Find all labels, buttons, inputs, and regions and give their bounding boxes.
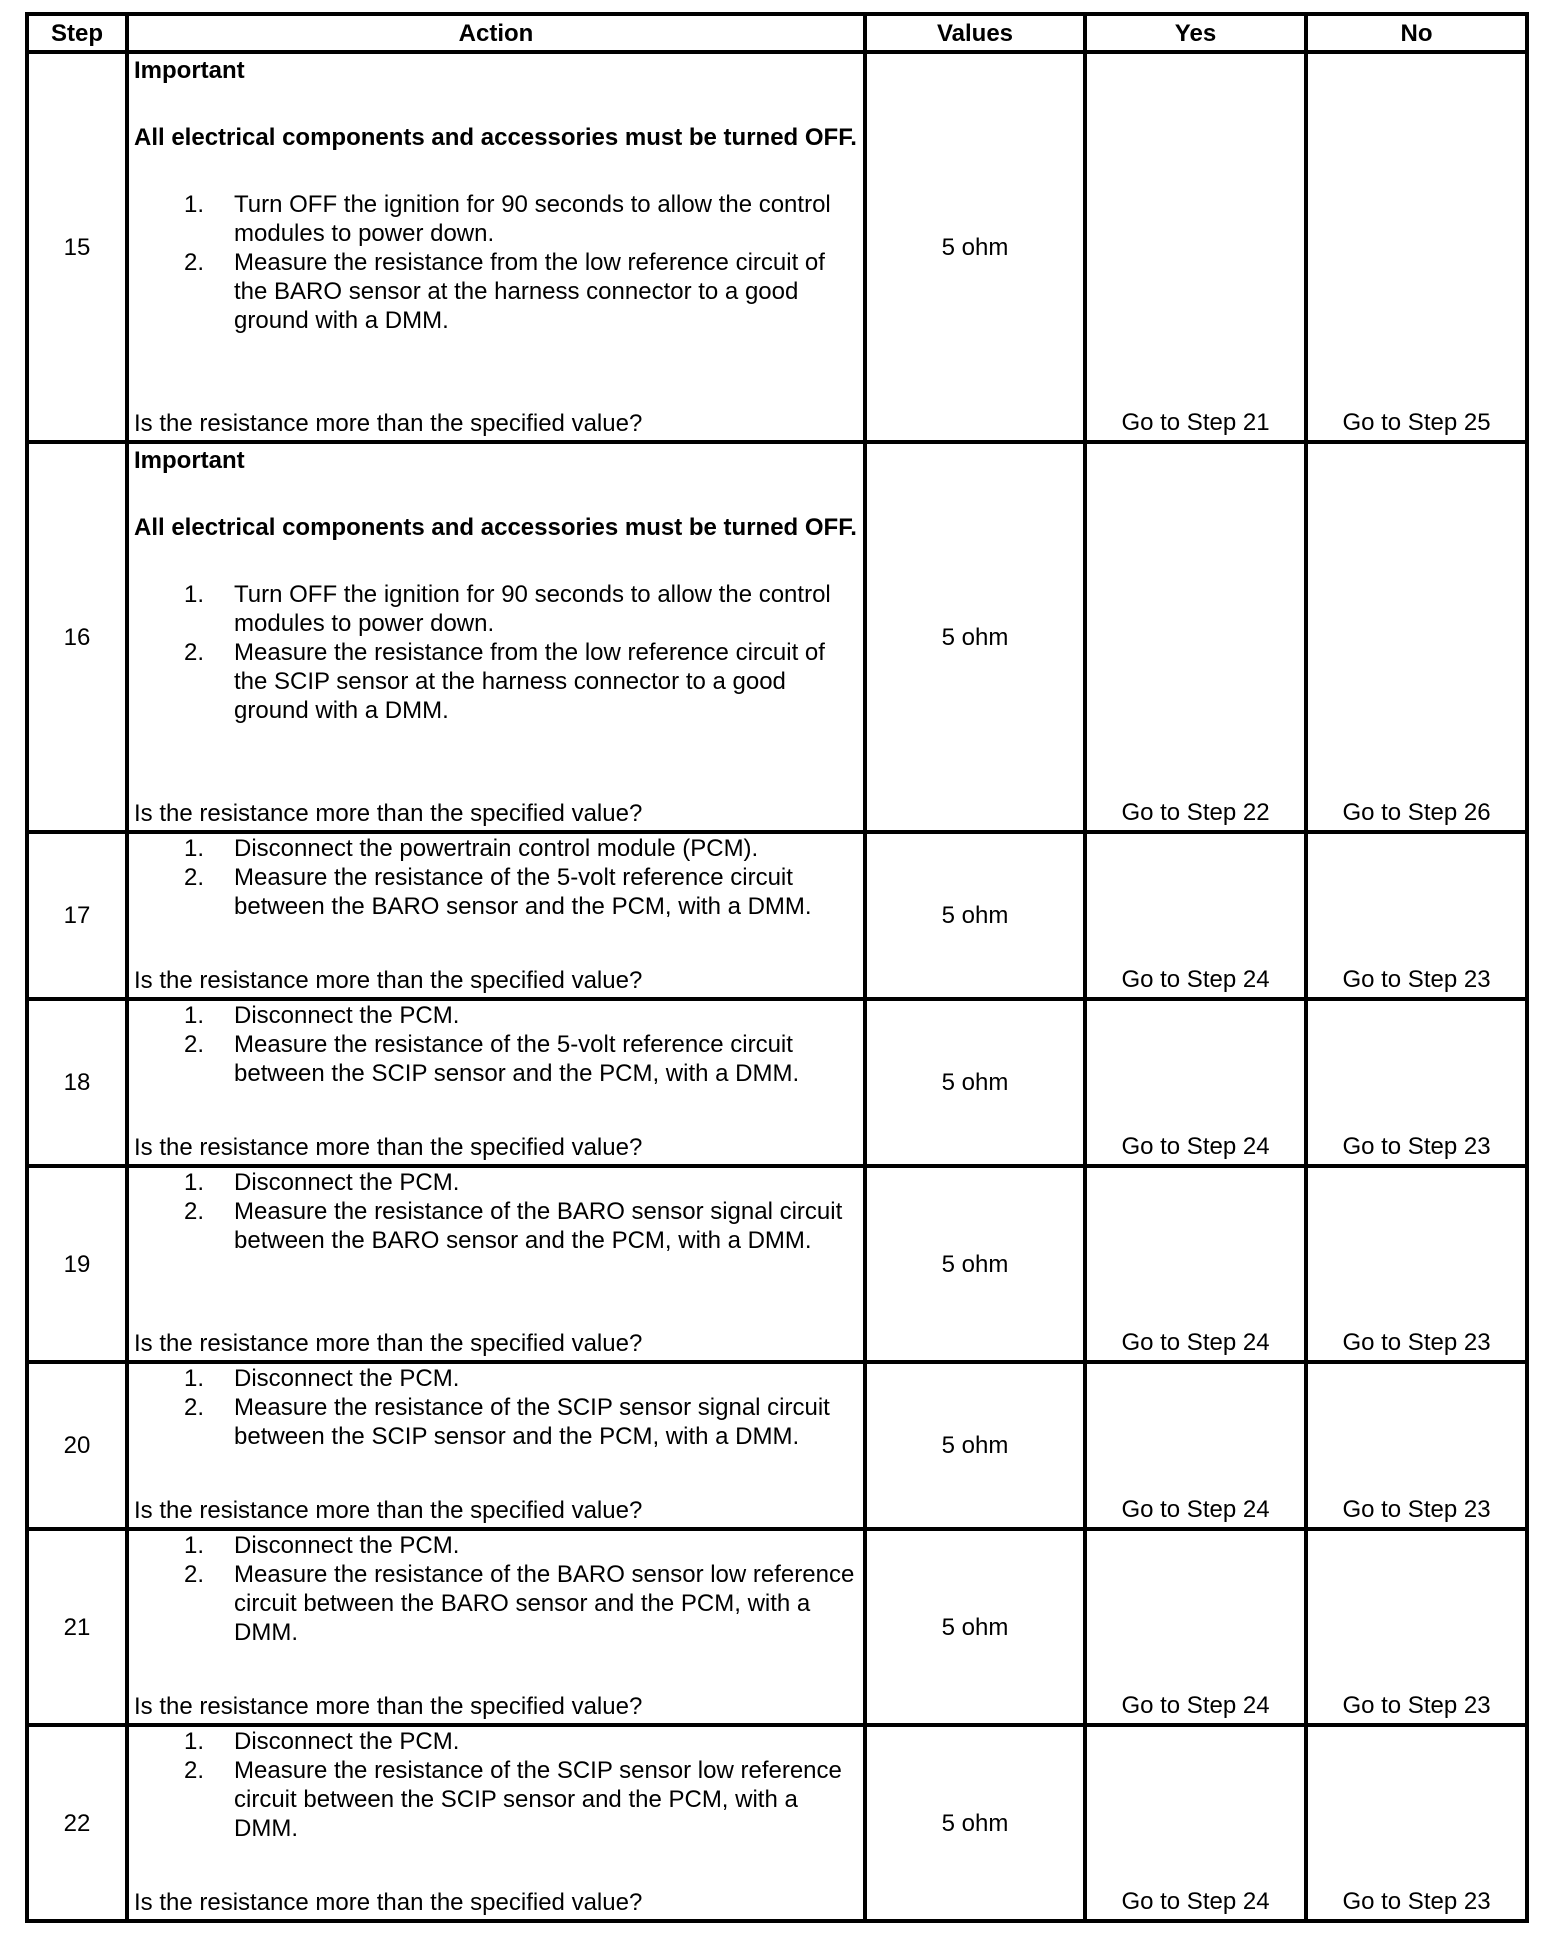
list-item: 1. Turn OFF the ignition for 90 seconds to allow the control modules to power down.	[184, 581, 831, 637]
step-number: 21	[27, 1529, 127, 1725]
header-yes: Yes	[1085, 14, 1306, 52]
value-cell: 5 ohm	[865, 1529, 1085, 1725]
list-item: 1. Disconnect the PCM.	[184, 1169, 460, 1196]
action-cell	[127, 1725, 865, 1921]
no-cell: Go to Step 23	[1306, 1166, 1527, 1362]
list-item: 2. Measure the resistance of the SCIP sensor signal circuit between the SCIP sensor and the PCM, with a DMM.	[184, 1394, 830, 1450]
step-number: 18	[27, 999, 127, 1166]
action-steps	[134, 1001, 857, 1088]
yes-cell: Go to Step 24	[1085, 1166, 1306, 1362]
header-action: Action	[127, 14, 865, 52]
no-cell: Go to Step 26	[1306, 442, 1527, 832]
action-steps	[134, 1531, 857, 1647]
question: Is the resistance more than the specified value?	[134, 1693, 643, 1720]
step-number: 19	[27, 1166, 127, 1362]
step-number: 17	[27, 832, 127, 999]
question: Is the resistance more than the specified value?	[134, 1134, 643, 1161]
value-cell: 5 ohm	[865, 832, 1085, 999]
important-text: All electrical components and accessories must be turned OFF.	[134, 514, 857, 541]
step-number: 16	[27, 442, 127, 832]
list-item: 1. Disconnect the powertrain control module (PCM).	[184, 835, 759, 862]
action-steps	[134, 1168, 857, 1255]
yes-cell: Go to Step 24	[1085, 1725, 1306, 1921]
yes-cell: Go to Step 24	[1085, 1529, 1306, 1725]
step-number: 15	[27, 52, 127, 442]
action-cell	[127, 1362, 865, 1529]
table-row	[27, 832, 1527, 999]
action-cell	[127, 52, 865, 442]
list-item: 2. Measure the resistance from the low reference circuit of the SCIP sensor at the harness connector to a good ground with a DMM.	[184, 639, 825, 724]
important-text: All electrical components and accessories must be turned OFF.	[134, 124, 857, 151]
yes-cell: Go to Step 22	[1085, 442, 1306, 832]
action-steps	[134, 190, 857, 335]
action-cell	[127, 999, 865, 1166]
question: Is the resistance more than the specified value?	[134, 1497, 643, 1524]
action-cell	[127, 442, 865, 832]
no-cell: Go to Step 23	[1306, 1725, 1527, 1921]
table-header-row	[27, 14, 1527, 52]
yes-cell: Go to Step 21	[1085, 52, 1306, 442]
action-cell	[127, 832, 865, 999]
value-cell: 5 ohm	[865, 442, 1085, 832]
no-cell: Go to Step 23	[1306, 832, 1527, 999]
action-steps	[134, 1364, 857, 1451]
diagnostic-table	[25, 12, 1529, 1923]
table-row	[27, 442, 1527, 832]
important-title: Important	[134, 57, 245, 84]
important-title: Important	[134, 447, 245, 474]
value-cell: 5 ohm	[865, 999, 1085, 1166]
table-row	[27, 1529, 1527, 1725]
list-item: 1. Disconnect the PCM.	[184, 1532, 460, 1559]
question: Is the resistance more than the specified value?	[134, 1889, 643, 1916]
yes-cell: Go to Step 24	[1085, 999, 1306, 1166]
yes-cell: Go to Step 24	[1085, 832, 1306, 999]
question: Is the resistance more than the specified value?	[134, 967, 643, 994]
header-values: Values	[865, 14, 1085, 52]
list-item: 2. Measure the resistance of the 5-volt reference circuit between the BARO sensor and the PCM, with a DMM.	[184, 864, 812, 920]
action-cell	[127, 1166, 865, 1362]
table-row	[27, 999, 1527, 1166]
list-item: 1. Disconnect the PCM.	[184, 1002, 460, 1029]
no-cell: Go to Step 23	[1306, 1362, 1527, 1529]
list-item: 1. Disconnect the PCM.	[184, 1365, 460, 1392]
value-cell: 5 ohm	[865, 1725, 1085, 1921]
list-item: 2. Measure the resistance of the BARO sensor low reference circuit between the BARO sensor and the PCM, with a DMM.	[184, 1561, 855, 1646]
table-row	[27, 1166, 1527, 1362]
table-row	[27, 52, 1527, 442]
value-cell: 5 ohm	[865, 52, 1085, 442]
step-number: 20	[27, 1362, 127, 1529]
question: Is the resistance more than the specified value?	[134, 1330, 643, 1357]
list-item: 1. Disconnect the PCM.	[184, 1728, 460, 1755]
question: Is the resistance more than the specified value?	[134, 800, 643, 827]
header-no: No	[1306, 14, 1527, 52]
list-item: 2. Measure the resistance of the BARO sensor signal circuit between the BARO sensor and the PCM, with a DMM.	[184, 1198, 843, 1254]
table-row	[27, 1362, 1527, 1529]
action-cell	[127, 1529, 865, 1725]
table-row	[27, 1725, 1527, 1921]
list-item: 2. Measure the resistance from the low reference circuit of the BARO sensor at the harness connector to a good ground with a DMM.	[184, 249, 825, 334]
no-cell: Go to Step 23	[1306, 999, 1527, 1166]
list-item: 1. Turn OFF the ignition for 90 seconds to allow the control modules to power down.	[184, 191, 831, 247]
action-steps	[134, 580, 857, 725]
no-cell: Go to Step 25	[1306, 52, 1527, 442]
value-cell: 5 ohm	[865, 1166, 1085, 1362]
no-cell: Go to Step 23	[1306, 1529, 1527, 1725]
list-item: 2. Measure the resistance of the 5-volt reference circuit between the SCIP sensor and the PCM, with a DMM.	[184, 1031, 800, 1087]
yes-cell: Go to Step 24	[1085, 1362, 1306, 1529]
header-step: Step	[27, 14, 127, 52]
action-steps	[134, 834, 857, 921]
question: Is the resistance more than the specified value?	[134, 410, 643, 437]
step-number: 22	[27, 1725, 127, 1921]
action-steps	[134, 1727, 857, 1843]
list-item: 2. Measure the resistance of the SCIP sensor low reference circuit between the SCIP sensor and the PCM, with a DMM.	[184, 1757, 842, 1842]
value-cell: 5 ohm	[865, 1362, 1085, 1529]
